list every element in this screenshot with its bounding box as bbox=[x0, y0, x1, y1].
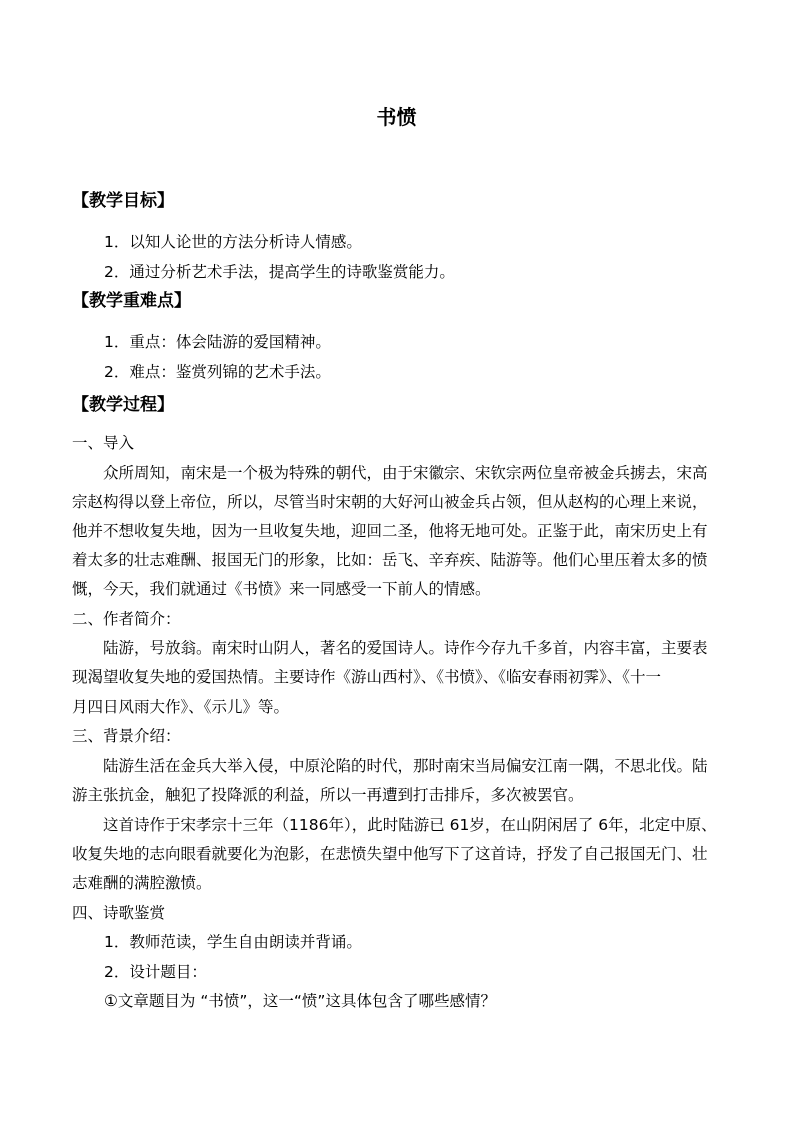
key-point-item-2: 2．难点：鉴赏列锦的艺术手法。 bbox=[104, 363, 331, 381]
background-line-1: 陆游生活在金兵大举入侵，中原沦陷的时代，那时南宋当局偏安江南一隅，不思北伐。陆 bbox=[72, 757, 708, 775]
appreciation-question-1: ①文章题目为 “书愤”，这一“愤”这具体包含了哪些感情？ bbox=[104, 992, 496, 1010]
author-heading: 二、作者简介： bbox=[72, 610, 181, 628]
appreciation-item-1: 1．教师范读，学生自由朗读并背诵。 bbox=[104, 933, 362, 951]
intro-line-2: 宗赵构得以登上帝位，所以，尽管当时宋朝的大好河山被金兵占领，但从赵构的心理上来说， bbox=[72, 493, 708, 511]
appreciation-heading: 四、诗歌鉴赏 bbox=[72, 904, 166, 922]
section-heading-objectives: 【教学目标】 bbox=[72, 191, 174, 211]
intro-line-4: 着太多的壮志难酬、报国无门的形象，比如：岳飞、辛弃疾、陆游等。他们心里压着太多的愤 bbox=[72, 551, 708, 569]
appreciation-item-2: 2．设计题目： bbox=[104, 963, 207, 981]
background-line-2: 游主张抗金，触犯了投降派的利益，所以一再遭到打击排斥，多次被罢官。 bbox=[72, 786, 584, 804]
author-line-2: 现渴望收复失地的爱国热情。主要诗作《游山西村》、《书愤》、《临安春雨初霁》、《十一 bbox=[72, 668, 662, 686]
intro-line-5: 慨，今天，我们就通过《书愤》来一同感受一下前人的情感。 bbox=[72, 580, 491, 598]
intro-line-1: 众所周知，南宋是一个极为特殊的朝代，由于宋徽宗、宋钦宗两位皇帝被金兵掳去，宋高 bbox=[72, 464, 708, 482]
document-title: 书愤 bbox=[376, 105, 417, 129]
key-point-item-1: 1．重点：体会陆游的爱国精神。 bbox=[104, 333, 331, 351]
background-line-5: 志难酬的满腔激愤。 bbox=[72, 874, 212, 892]
background-heading: 三、背景介绍： bbox=[72, 727, 181, 745]
background-line-4: 收复失地的志向眼看就要化为泡影，在悲愤失望中他写下了这首诗，抒发了自己报国无门、壮 bbox=[72, 845, 708, 863]
section-heading-key-points: 【教学重难点】 bbox=[72, 291, 191, 311]
intro-heading: 一、导入 bbox=[72, 434, 135, 452]
objective-item-1: 1．以知人论世的方法分析诗人情感。 bbox=[104, 233, 362, 251]
author-line-3: 月四日风雨大作》、《示儿》等。 bbox=[72, 698, 290, 716]
background-line-3: 这首诗作于宋孝宗十三年（1186年），此时陆游已 61岁，在山阴闲居了 6年，北定中原、 bbox=[72, 816, 717, 834]
section-heading-process: 【教学过程】 bbox=[72, 395, 174, 415]
intro-line-3: 他并不想收复失地，因为一旦收复失地，迎回二圣，他将无地可处。正鉴于此，南宋历史上有 bbox=[72, 522, 708, 540]
objective-item-2: 2．通过分析艺术手法，提高学生的诗歌鉴赏能力。 bbox=[104, 263, 455, 281]
author-line-1: 陆游，号放翁。南宋时山阴人，著名的爱国诗人。诗作今存九千多首，内容丰富，主要表 bbox=[72, 639, 708, 657]
